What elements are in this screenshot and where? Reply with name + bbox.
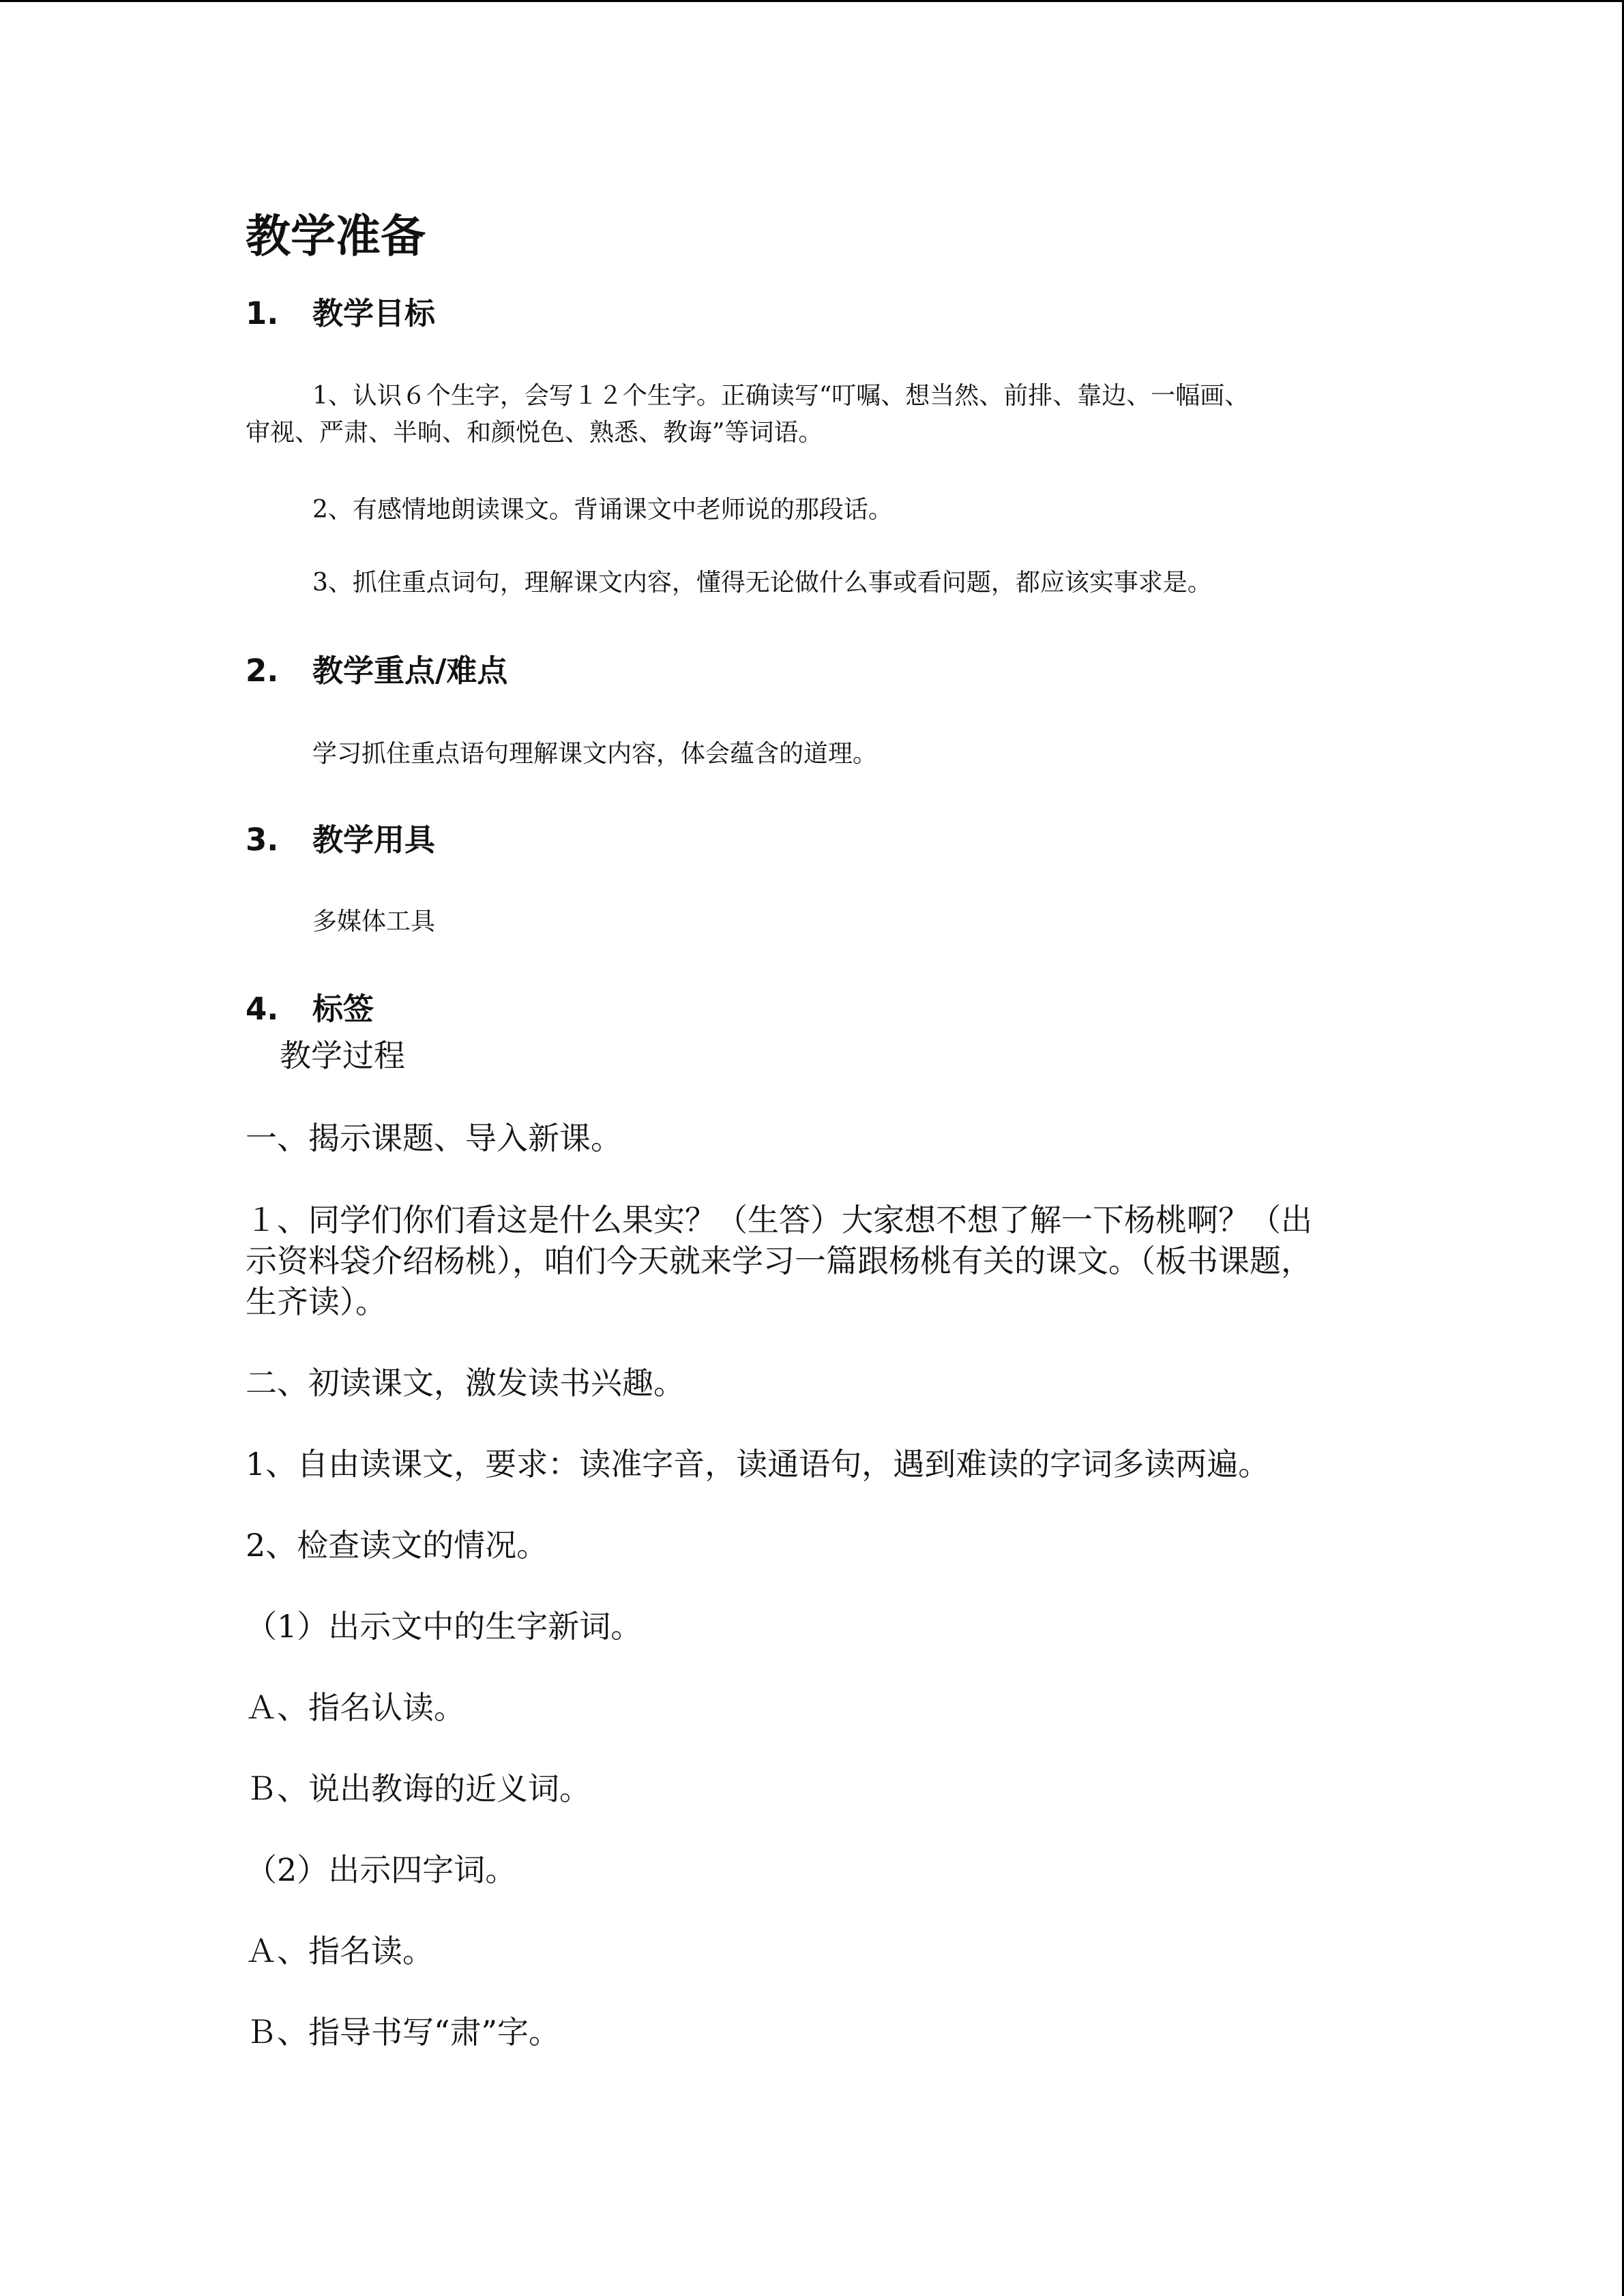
- process-item-7: Ａ、指名认读。: [246, 1689, 465, 1726]
- section-1-number: 1.: [246, 295, 279, 331]
- process-item-2-line-2: 示资料袋介绍杨桃），咱们今天就来学习一篇跟杨桃有关的课文。（板书课题，: [246, 1242, 1312, 1279]
- key-point-text: 学习抓住重点语句理解课文内容，体会蕴含的道理。: [312, 740, 878, 768]
- process-item-6: （1）出示文中的生字新词。: [246, 1608, 643, 1645]
- process-heading: 教学过程: [280, 1037, 405, 1074]
- process-item-4: 1、自由读课文，要求：读准字音，读通语句，遇到难读的字词多读两遍。: [246, 1446, 1270, 1482]
- process-item-9: （2）出示四字词。: [246, 1851, 517, 1888]
- section-3-number: 3.: [246, 822, 279, 858]
- process-item-5: 2、检查读文的情况。: [246, 1527, 548, 1564]
- section-3-title: 教学用具: [312, 822, 436, 858]
- process-item-1: 一、揭示课题、导入新课。: [246, 1120, 622, 1157]
- section-2-title: 教学重点/难点: [312, 653, 508, 689]
- process-item-3: 二、初读课文，激发读书兴趣。: [246, 1365, 685, 1401]
- objective-2: 2、有感情地朗读课文。背诵课文中老师说的那段话。: [312, 496, 893, 524]
- process-item-2-line-1: １、同学们你们看这是什么果实？（生答）大家想不想了解一下杨桃啊？（出: [246, 1202, 1312, 1238]
- section-2-number: 2.: [246, 653, 279, 689]
- process-item-8: Ｂ、说出教诲的近义词。: [246, 1770, 591, 1807]
- process-item-10: Ａ、指名读。: [246, 1933, 434, 1969]
- section-4-title: 标签: [312, 991, 374, 1027]
- process-item-11: Ｂ、指导书写“肃”字。: [246, 2014, 561, 2051]
- tools-text: 多媒体工具: [312, 908, 436, 936]
- objective-3: 3、抓住重点词句，理解课文内容，懂得无论做什么事或看问题，都应该实事求是。: [312, 569, 1212, 597]
- objective-1-line-2: 审视、严肃、半晌、和颜悦色、熟悉、教诲”等词语。: [246, 419, 823, 447]
- objective-1-line-1: 1、认识６个生字，会写１２个生字。正确读写“叮嘱、想当然、前排、靠边、一幅画、: [312, 382, 1250, 410]
- section-1-title: 教学目标: [312, 295, 436, 331]
- process-item-2-line-3: 生齐读）。: [246, 1283, 387, 1320]
- document-title: 教学准备: [246, 210, 426, 263]
- section-4-number: 4.: [246, 991, 279, 1027]
